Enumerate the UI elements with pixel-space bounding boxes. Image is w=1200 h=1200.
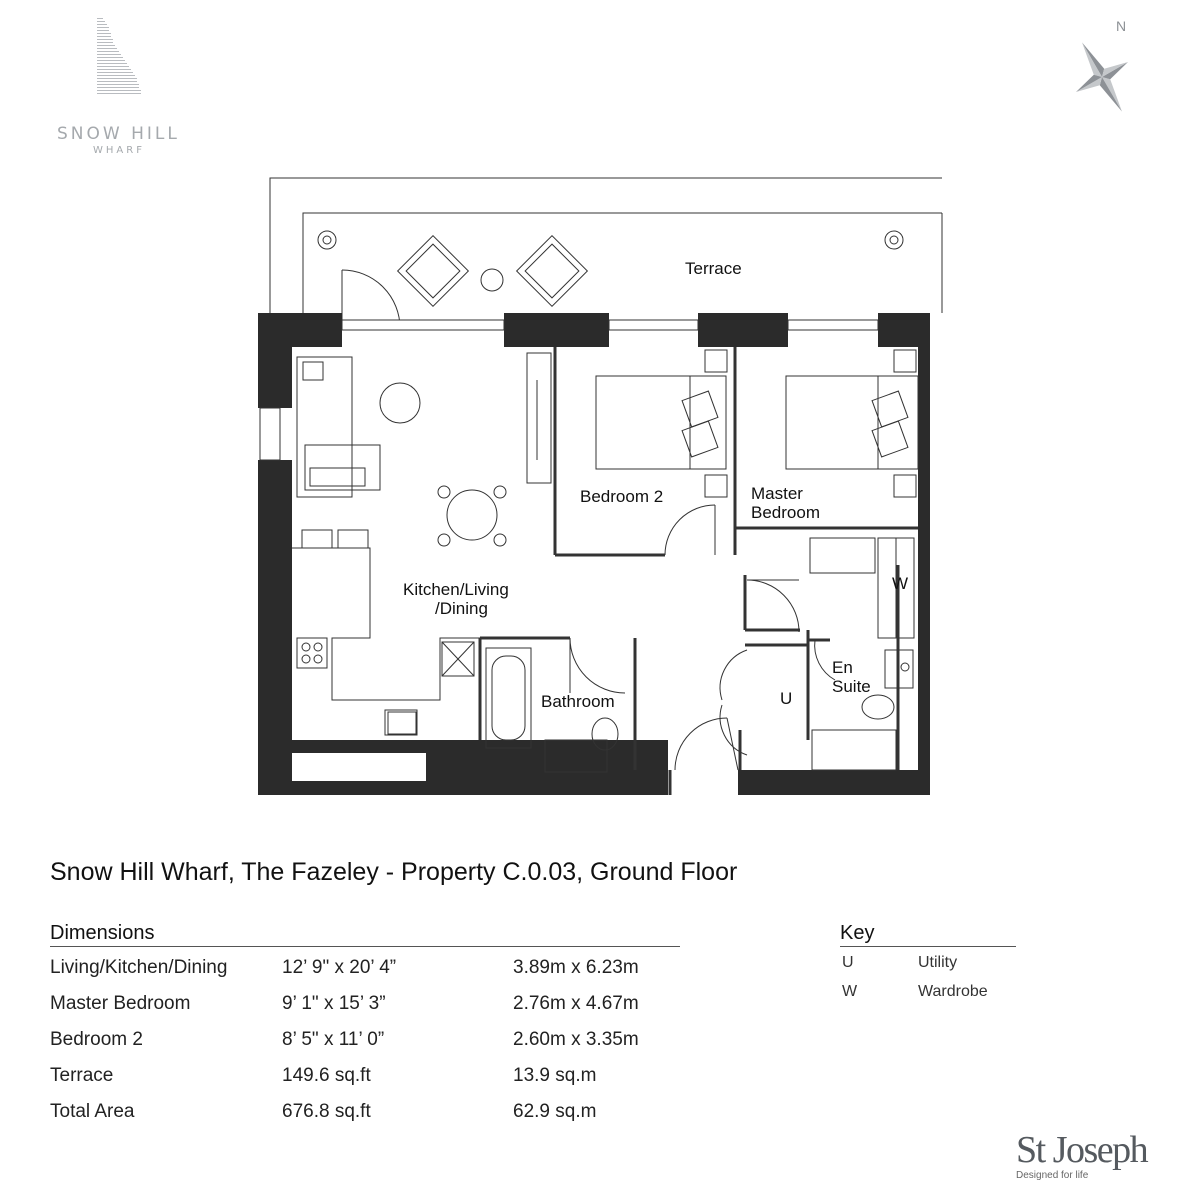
dimension-imperial: 149.6 sq.ft <box>282 1065 371 1086</box>
dimension-room: Total Area <box>50 1101 135 1122</box>
room-label-bathroom: Bathroom <box>541 692 615 711</box>
dimension-imperial: 8’ 5" x 11’ 0” <box>282 1029 385 1050</box>
dimension-metric: 13.9 sq.m <box>513 1065 597 1086</box>
table-row <box>50 983 680 1019</box>
floor-plan <box>250 170 950 810</box>
snow-hill-wharf-logo <box>55 18 190 158</box>
north-compass-icon <box>1060 15 1145 115</box>
room-label-en: En <box>832 658 853 677</box>
key-code: W <box>842 983 858 1000</box>
dimension-room: Living/Kitchen/Dining <box>50 957 228 978</box>
list-item <box>840 976 1016 1005</box>
room-label-kitchen-living: Kitchen/Living <box>403 580 509 599</box>
room-label-suite: Suite <box>832 677 871 696</box>
st-joseph-logo <box>1016 1130 1156 1181</box>
room-label-master-bedroom: Bedroom <box>751 503 820 522</box>
room-label-wardrobe: W <box>892 574 909 593</box>
room-label-terrace: Terrace <box>685 259 742 278</box>
dimension-room: Bedroom 2 <box>50 1029 143 1050</box>
key-meaning: Utility <box>918 954 958 971</box>
dimension-imperial: 676.8 sq.ft <box>282 1101 371 1122</box>
list-item <box>840 947 1016 976</box>
brand-name: St Joseph <box>1016 1129 1148 1171</box>
logo-bars-graphic <box>97 18 141 96</box>
table-row <box>50 1091 680 1127</box>
dimension-metric: 2.60m x 3.35m <box>513 1029 639 1050</box>
dimension-room: Master Bedroom <box>50 993 191 1014</box>
compass-north-label: N <box>1116 18 1127 34</box>
key-code: U <box>842 954 854 971</box>
dimension-metric: 2.76m x 4.67m <box>513 993 639 1014</box>
table-row <box>50 947 680 983</box>
key-heading: Key <box>840 922 1016 947</box>
dimensions-heading: Dimensions <box>50 922 680 947</box>
dimension-room: Terrace <box>50 1065 114 1086</box>
room-label-master: Master <box>751 484 803 503</box>
logo-name: SNOW HILL <box>57 124 180 144</box>
key-table <box>840 922 1016 1005</box>
logo-subtitle: WHARF <box>93 145 145 156</box>
room-label-bedroom-2: Bedroom 2 <box>580 487 664 506</box>
room-label-dining: /Dining <box>435 599 488 618</box>
table-row <box>50 1019 680 1055</box>
key-meaning: Wardrobe <box>918 983 988 1000</box>
dimension-imperial: 12’ 9" x 20’ 4” <box>282 957 397 978</box>
property-title: Snow Hill Wharf, The Fazeley - Property C.0.03, Ground Floor <box>50 858 738 886</box>
room-label-utility: U <box>780 689 793 708</box>
dimension-metric: 3.89m x 6.23m <box>513 957 639 978</box>
dimension-metric: 62.9 sq.m <box>513 1101 597 1122</box>
dimension-imperial: 9’ 1" x 15’ 3” <box>282 993 386 1014</box>
brand-tagline: Designed for life <box>1016 1170 1089 1181</box>
table-row <box>50 1055 680 1091</box>
dimensions-table <box>50 922 680 1127</box>
